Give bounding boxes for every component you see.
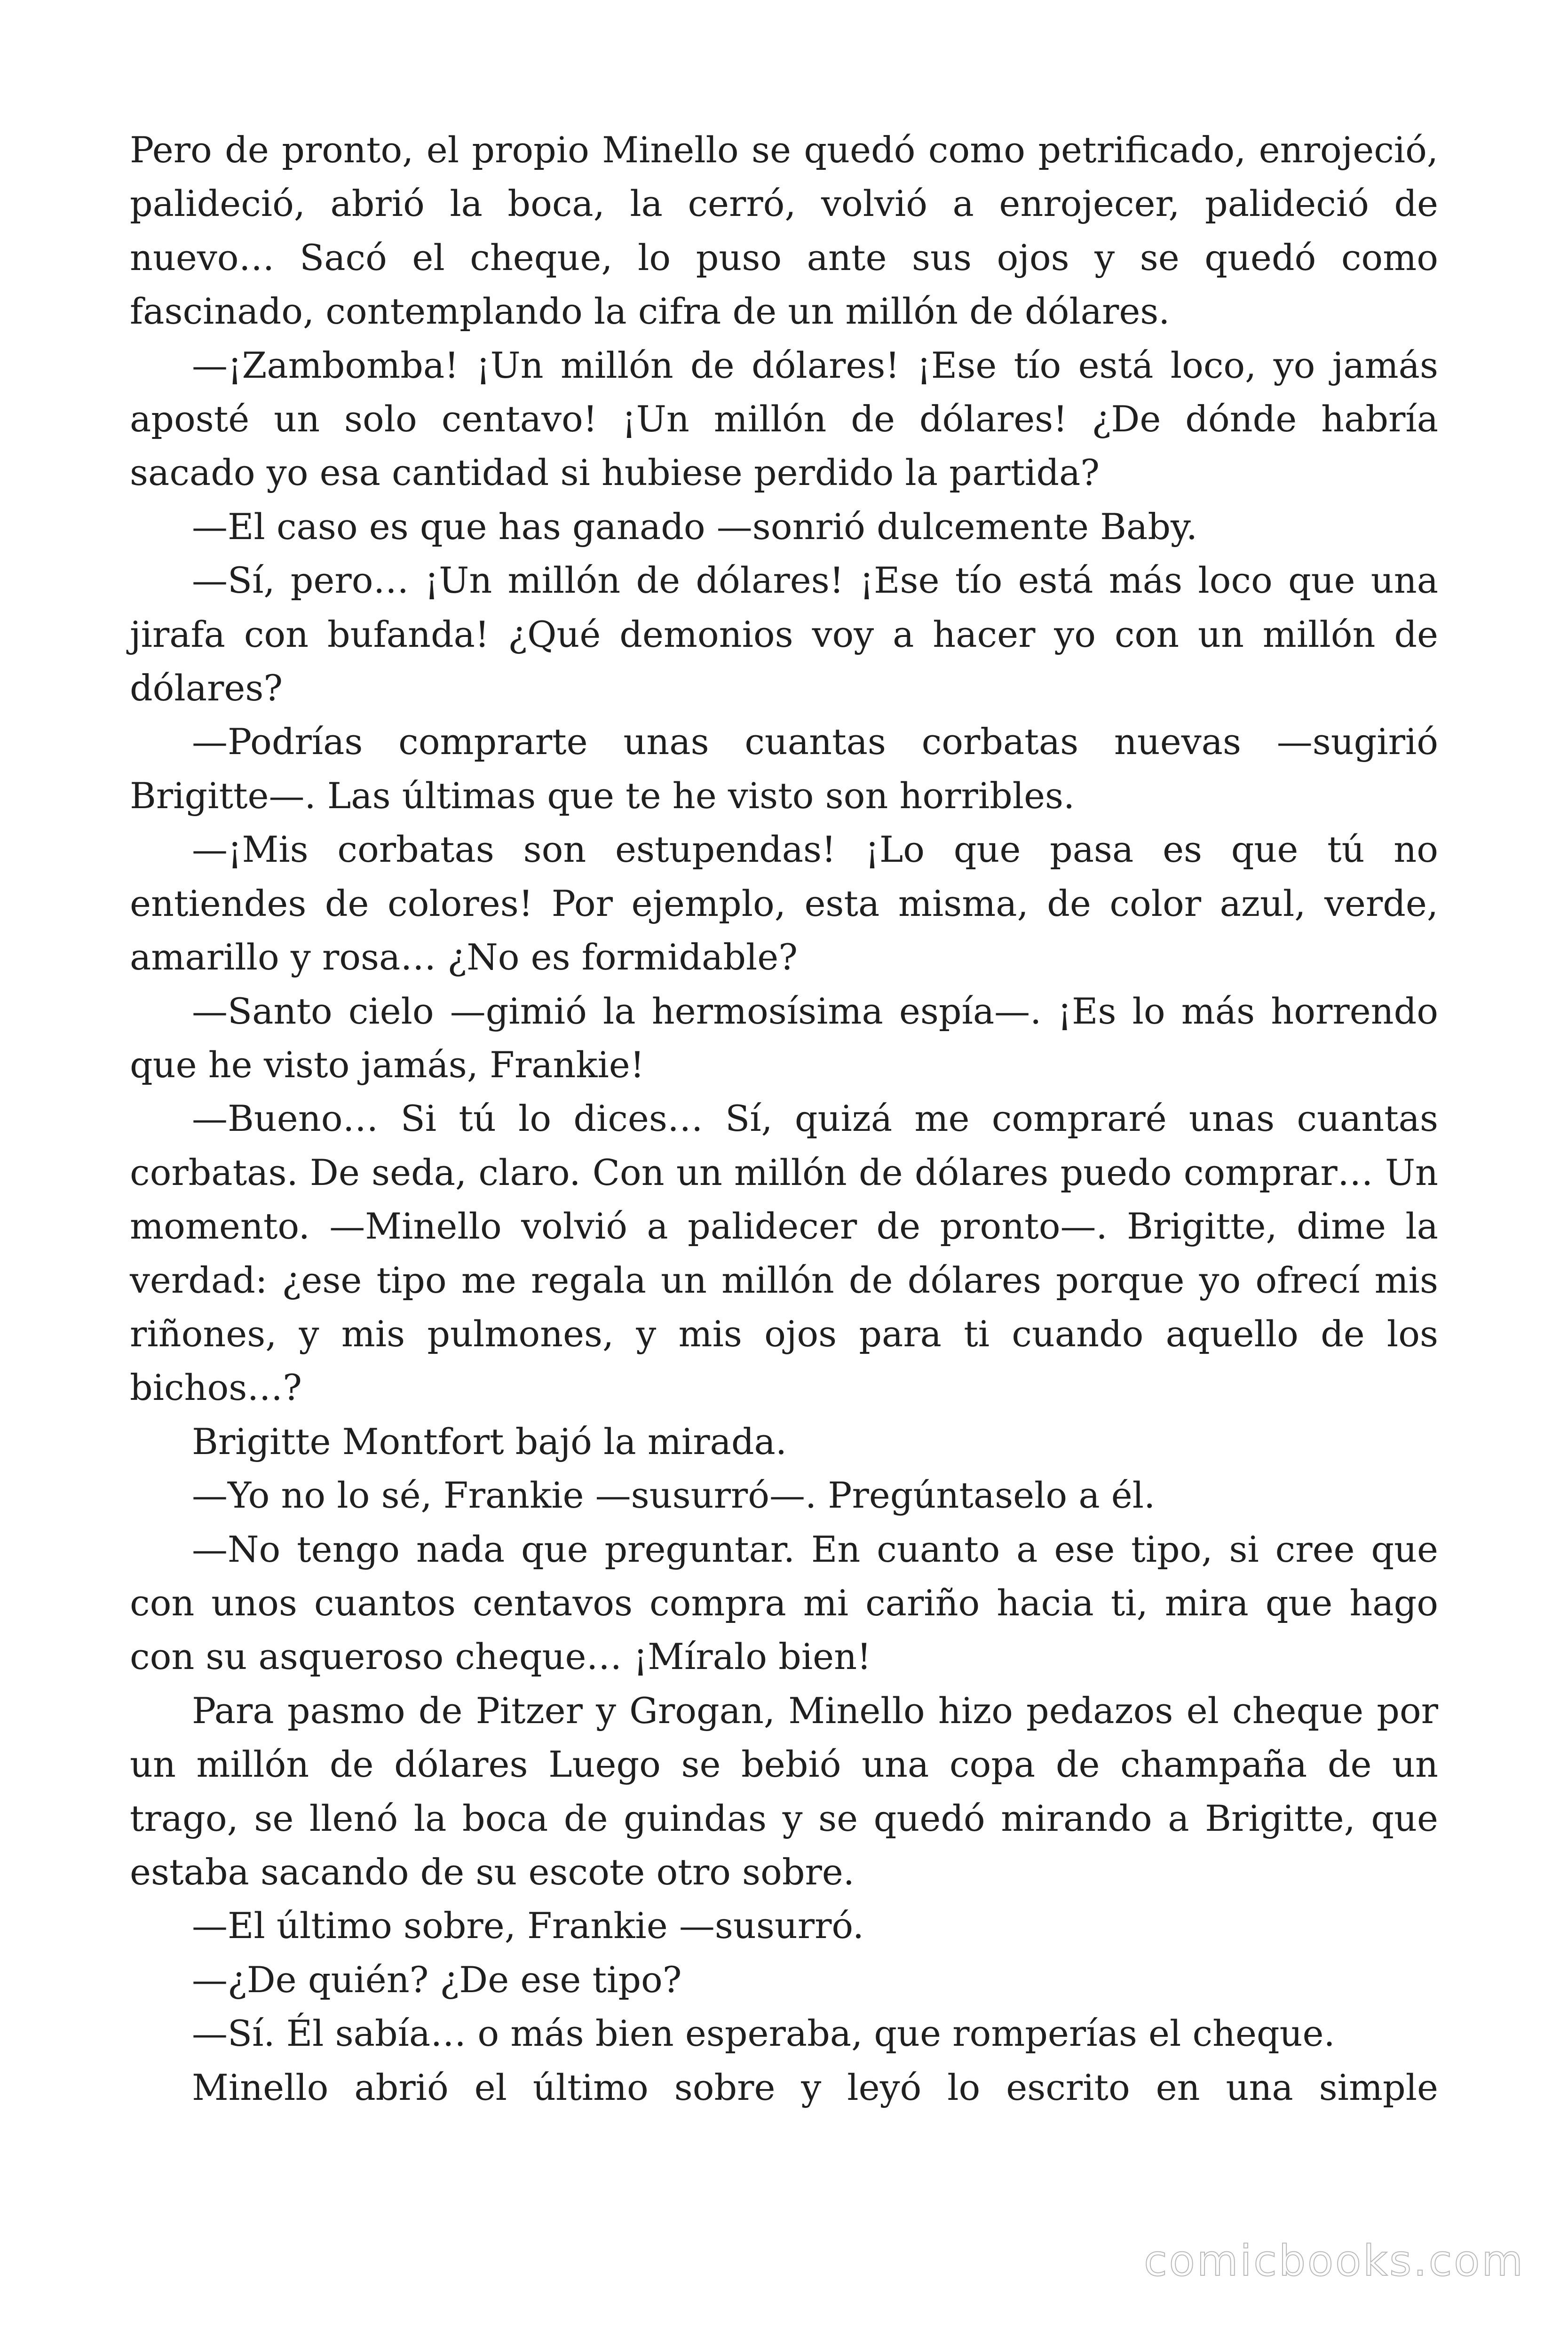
paragraph: —Bueno… Si tú lo dices… Sí, quizá me compraré unas cuantas corbatas. De seda, claro. Con un millón de dólares puedo comprar… Un momento. —Minello volvió a palidecer de pronto—. Brigitte, dime la verdad: ¿ese tipo me regala un millón de dólares porque yo ofrecí mis riñones, y mis pulmones, y mis ojos para ti cuando aquello de los bichos…? (130, 1097, 1438, 1409)
body-text (130, 123, 1438, 2114)
paragraph: —El último sobre, Frankie —susurró. (192, 1905, 864, 1947)
paragraph: —Yo no lo sé, Frankie —susurró—. Pregúntaselo a él. (192, 1474, 1156, 1517)
paragraph: —Santo cielo —gimió la hermosísima espía—. ¡Es lo más horrendo que he visto jamás, Frankie! (130, 990, 1438, 1086)
paragraph: —¡Mis corbatas son estupendas! ¡Lo que pasa es que tú no entiendes de colores! Por ejemplo, esta misma, de color azul, verde, amarillo y rosa… ¿No es formidable? (130, 828, 1438, 978)
paragraph: —Sí. Él sabía… o más bien esperaba, que romperías el cheque. (192, 2012, 1335, 2055)
paragraph: Para pasmo de Pitzer y Grogan, Minello hizo pedazos el cheque por un millón de dólares Luego se bebió una copa de champaña de un trago, se llenó la boca de guindas y se quedó mirando a Brigitte, que estaba sacando de su escote otro sobre. (130, 1689, 1438, 1893)
paragraph: —Sí, pero… ¡Un millón de dólares! ¡Ese tío está más loco que una jirafa con bufanda! ¿Qué demonios voy a hacer yo con un millón de dólares? (130, 559, 1438, 709)
paragraph: —El caso es que has ganado —sonrió dulcemente Baby. (192, 505, 1197, 548)
paragraph: Minello abrió el último sobre y leyó lo escrito en una simple (192, 2066, 1438, 2108)
paragraph: Pero de pronto, el propio Minello se quedó como petrificado, enrojeció, palideció, abrió la boca, la cerró, volvió a enrojecer, palideció de nuevo… Sacó el cheque, lo puso ante sus ojos y se quedó como fascinado, contemplando la cifra de un millón de dólares. (130, 129, 1438, 333)
paragraph: —Podrías comprarte unas cuantas corbatas nuevas —sugirió Brigitte—. Las últimas que te he visto son horribles. (130, 721, 1438, 817)
paragraph: Brigitte Montfort bajó la mirada. (192, 1420, 787, 1462)
paragraph: —¿De quién? ¿De ese tipo? (192, 1958, 682, 2001)
paragraph: —No tengo nada que preguntar. En cuanto a ese tipo, si cree que con unos cuantos centavos compra mi cariño hacia ti, mira que hago con su asqueroso cheque… ¡Míralo bien! (130, 1528, 1438, 1678)
paragraph: —¡Zambomba! ¡Un millón de dólares! ¡Ese tío está loco, yo jamás aposté un solo centavo! ¡Un millón de dólares! ¿De dónde habría sacado yo esa cantidad si hubiese perdido la partida? (130, 344, 1438, 494)
watermark-logo: comicbooks.com (1144, 2236, 1525, 2286)
